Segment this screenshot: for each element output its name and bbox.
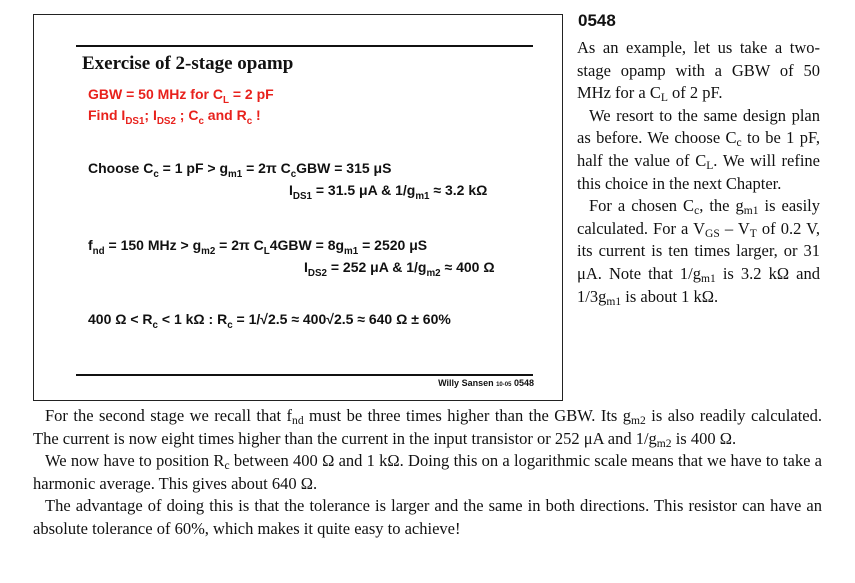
slide-line-ids2: $I_{DS2} = 252$ μA & $1/g_{m2} \approx 400$ Ω xyxy=(304,259,495,279)
slide-bottom-rule xyxy=(76,374,533,376)
main-paragraph-2: We now have to position $R_c$ between 400 Ω and 1 kΩ. Doing this on a logarithmic scale means that we have to take a harmonic average. This gives about 640 Ω. xyxy=(33,451,822,493)
side-text-column xyxy=(577,37,820,308)
slide-top-rule xyxy=(76,45,533,47)
slide-line-rc: 400 $\Omega < R_c < 1$ kΩ : $R_c = 1/√2.5 \approx 400√2.5 \approx 640$ Ω ± 60% xyxy=(88,311,451,331)
slide-footer: Willy Sansen 10-05 0548 xyxy=(438,378,534,388)
slide-line-fnd: $f_{nd} = 150$ MHz > $g_{m2} = 2\pi$ $C_L4GBW = 8g_{m1} = 2520$ μS xyxy=(88,237,428,257)
slide-figure xyxy=(33,14,563,401)
slide-line-ids1: $I_{DS1} = 31.5$ μA & $1/g_{m1} \approx 3.2$ kΩ xyxy=(289,182,488,202)
slide-spec-line-2: Find $I_{DS1}$; $I_{DS2}$ ; $C_c$ and $R_c$ ! xyxy=(88,107,261,127)
side-paragraph-3: For a chosen $C_c$, the $g_{m1}$ is easily calculated. For a $V_{GS} - V_T$ of 0.2 V, its current is ten times larger, or 31 μA. Note that $1/g_{m1}$ is 3.2 kΩ and $1/3g_{m1}$ is about 1 kΩ. xyxy=(577,196,820,308)
side-paragraph-2: We resort to the same design plan as before. We choose $C_c$ to be 1 pF, half the value of $C_L$. We will refine this choice in the next Chapter. xyxy=(577,105,821,193)
main-text xyxy=(33,405,822,540)
main-paragraph-3: The advantage of doing this is that the tolerance is larger and the same in both directions. This resistor can have an absolute tolerance of 60%, which makes it quite easy to achieve! xyxy=(33,496,822,538)
slide-title: Exercise of 2-stage opamp xyxy=(82,53,294,74)
main-paragraph-1: For the second stage we recall that $f_{nd}$ must be three times higher than the GBW. Its $g_{m2}$ is also readily calculated. The current is now eight times higher than the current in the input transistor or 252 μA and $1/g_{m2}$ is 400 Ω. xyxy=(33,406,822,450)
side-paragraph-1: As an example, let us take a two-stage opamp with a GBW of 50 MHz for a $C_L$ of 2 pF. xyxy=(577,38,820,105)
slide-number: 0548 xyxy=(578,11,616,30)
slide-line-choose-cc: Choose $C_c = 1$ pF > $g_{m1} = 2\pi$ $C_cGBW = 315$ μS xyxy=(88,160,392,180)
slide-spec-line-1: GBW = 50 MHz for $C_L = 2$ pF xyxy=(88,86,274,106)
